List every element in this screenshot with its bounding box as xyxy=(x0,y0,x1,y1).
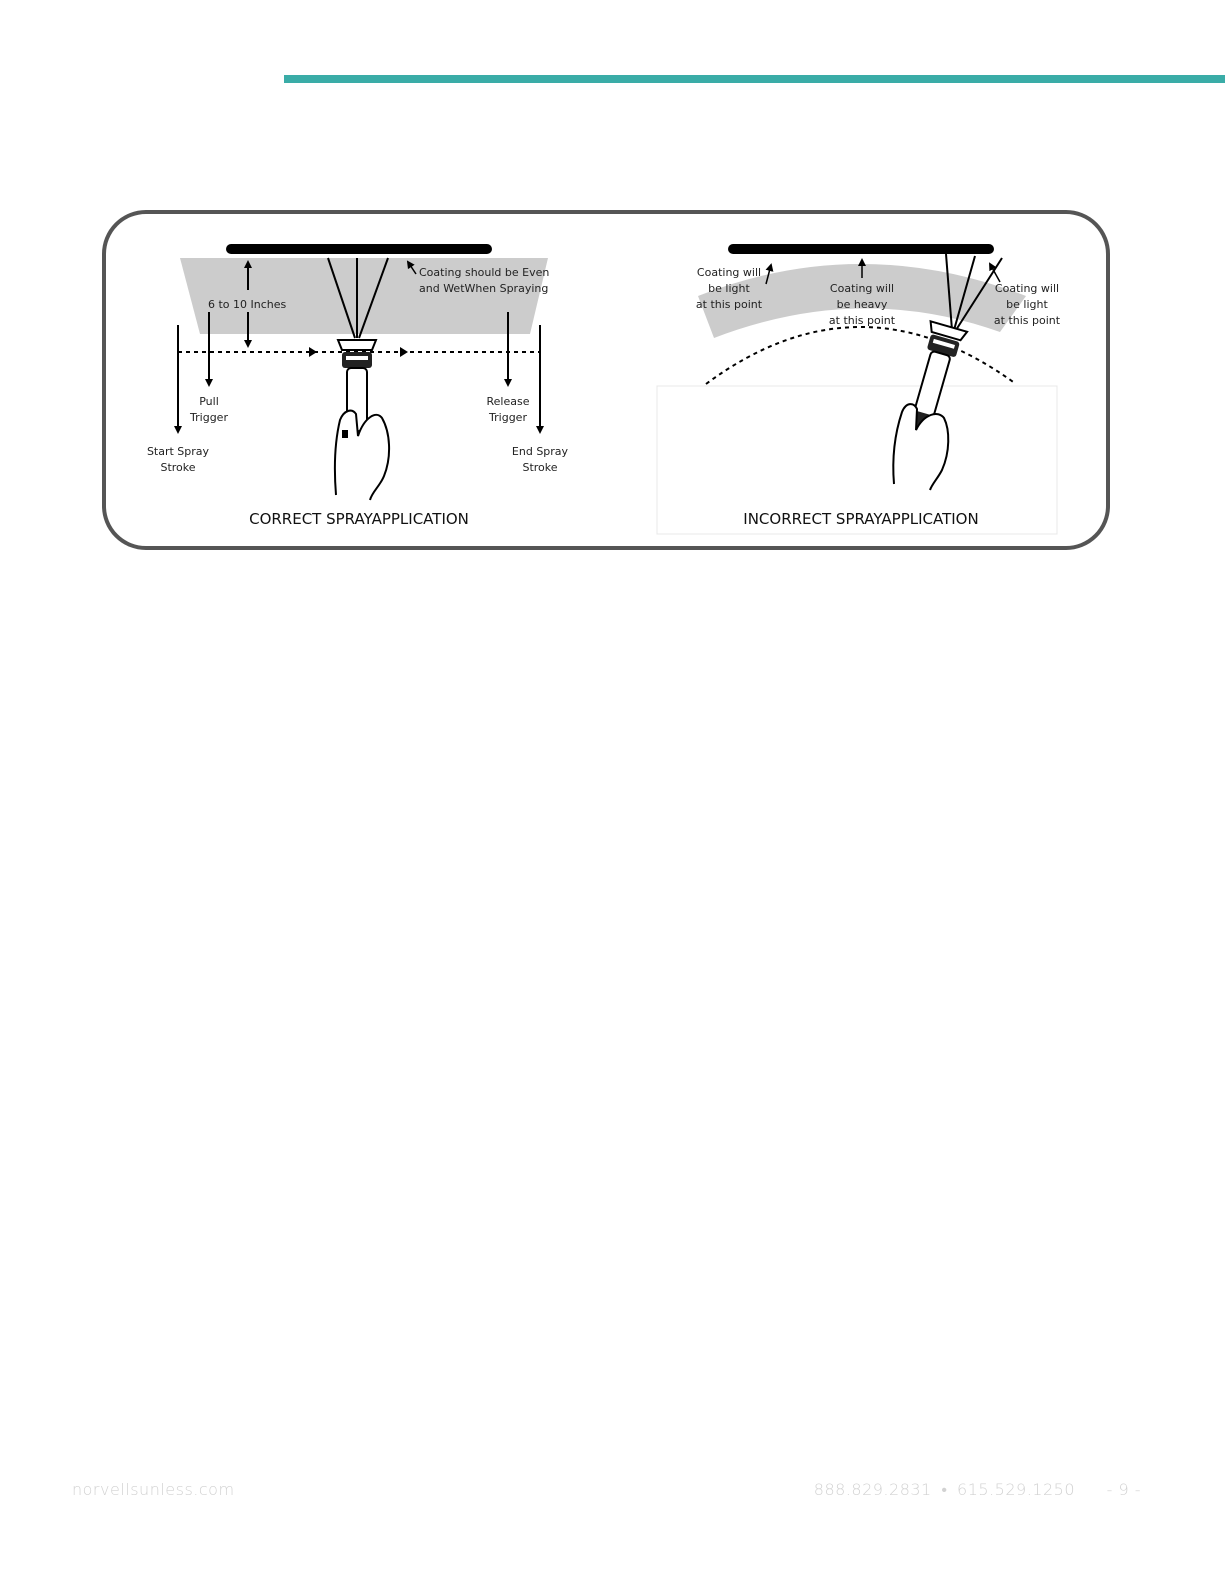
incorrect-application-panel xyxy=(657,244,1061,534)
footer-page-number: - 9 - xyxy=(1106,1480,1141,1499)
target-surface-bar xyxy=(728,244,994,254)
heavy-note-line-2: be heavy xyxy=(836,298,888,311)
light-note-right-line-3: at this point xyxy=(993,314,1061,327)
light-note-right-line-1: Coating will xyxy=(994,282,1060,295)
incorrect-caption: INCORRECT SPRAYAPPLICATION xyxy=(743,510,979,528)
footer-contact xyxy=(810,1480,1141,1500)
path-direction-arrow xyxy=(400,347,408,357)
distance-label: 6 to 10 Inches xyxy=(208,298,287,311)
heavy-note-line-3: at this point xyxy=(828,314,896,327)
footer-phone-2[interactable]: 615.529.1250 xyxy=(957,1480,1075,1499)
release-trigger-line-1: Release xyxy=(486,395,530,408)
correct-caption: CORRECT SPRAYAPPLICATION xyxy=(249,510,469,528)
target-surface-bar xyxy=(226,244,492,254)
end-stroke-line-2: Stroke xyxy=(522,461,558,474)
light-note-left-line-1: Coating will xyxy=(696,266,762,279)
start-stroke-line-1: Start Spray xyxy=(146,445,210,458)
pull-trigger-line-2: Trigger xyxy=(190,411,228,424)
start-stroke-line-2: Stroke xyxy=(160,461,196,474)
footer-separator: • xyxy=(941,1480,948,1499)
end-stroke-line-1: End Spray xyxy=(511,445,569,458)
correct-application-panel xyxy=(147,244,569,528)
arc-motion-path xyxy=(706,327,1016,384)
coating-note-line-2: and WetWhen Spraying xyxy=(419,282,549,295)
pull-trigger-line-1: Pull xyxy=(199,395,219,408)
light-note-right-line-2: be light xyxy=(1006,298,1048,311)
light-note-left-line-3: at this point xyxy=(695,298,763,311)
footer-website[interactable]: norvellsunless.com xyxy=(72,1480,235,1499)
light-note-left-line-2: be light xyxy=(708,282,750,295)
coating-note-line-1: Coating should be Even xyxy=(419,266,550,279)
path-direction-arrow xyxy=(309,347,317,357)
footer-phone-1[interactable]: 888.829.2831 xyxy=(813,1480,932,1499)
release-trigger-line-2: Trigger xyxy=(489,411,527,424)
heavy-note-line-1: Coating will xyxy=(829,282,895,295)
